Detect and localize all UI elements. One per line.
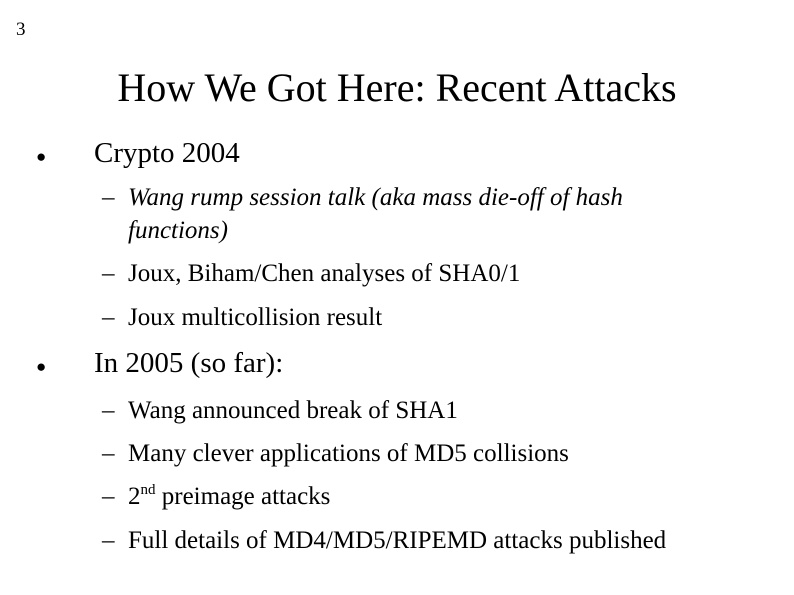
subitem-wang-sha1-break	[102, 394, 728, 427]
bullet-icon: ●	[36, 147, 47, 166]
slide-title: How We Got Here: Recent Attacks	[117, 65, 677, 110]
dash-icon: –	[102, 527, 115, 554]
bullet-label: In 2005 (so far):	[94, 347, 284, 379]
subitem-full-details	[102, 524, 728, 557]
subitem-md5-applications	[102, 437, 728, 470]
subitem-text-rest: preimage attacks	[155, 483, 331, 510]
subitem-wang-rump-talk	[102, 181, 728, 247]
subitem-text: Joux, Biham/Chen analyses of SHA0/1	[128, 260, 521, 287]
dash-icon: –	[102, 304, 115, 331]
dash-icon: –	[102, 483, 115, 510]
subitem-text: Many clever applications of MD5 collisions	[128, 440, 569, 467]
subitem-text: Full details of MD4/MD5/RIPEMD attacks published	[128, 527, 667, 554]
subitem-text: Wang announced break of SHA1	[128, 397, 458, 424]
subitem-second-preimage	[102, 480, 728, 513]
dash-icon: –	[102, 397, 115, 424]
dash-icon: –	[102, 440, 115, 467]
bullet-crypto-2004	[36, 137, 240, 169]
subitem-joux-multicollision	[102, 301, 728, 334]
dash-icon: –	[102, 184, 115, 211]
dash-icon: –	[102, 260, 115, 287]
subitem-text: Wang rump session talk (aka mass die-off of hash functions)	[128, 184, 623, 244]
subitem-text: Joux multicollision result	[128, 304, 383, 331]
bullet-icon: ●	[36, 357, 47, 376]
subitem-superscript: nd	[140, 482, 156, 498]
bullet-label: Crypto 2004	[94, 137, 240, 169]
subitem-joux-biham-chen	[102, 257, 728, 290]
bullet-in-2005	[36, 347, 284, 379]
slide-number: 3	[16, 19, 26, 40]
subitem-text-base: 2	[128, 483, 141, 510]
